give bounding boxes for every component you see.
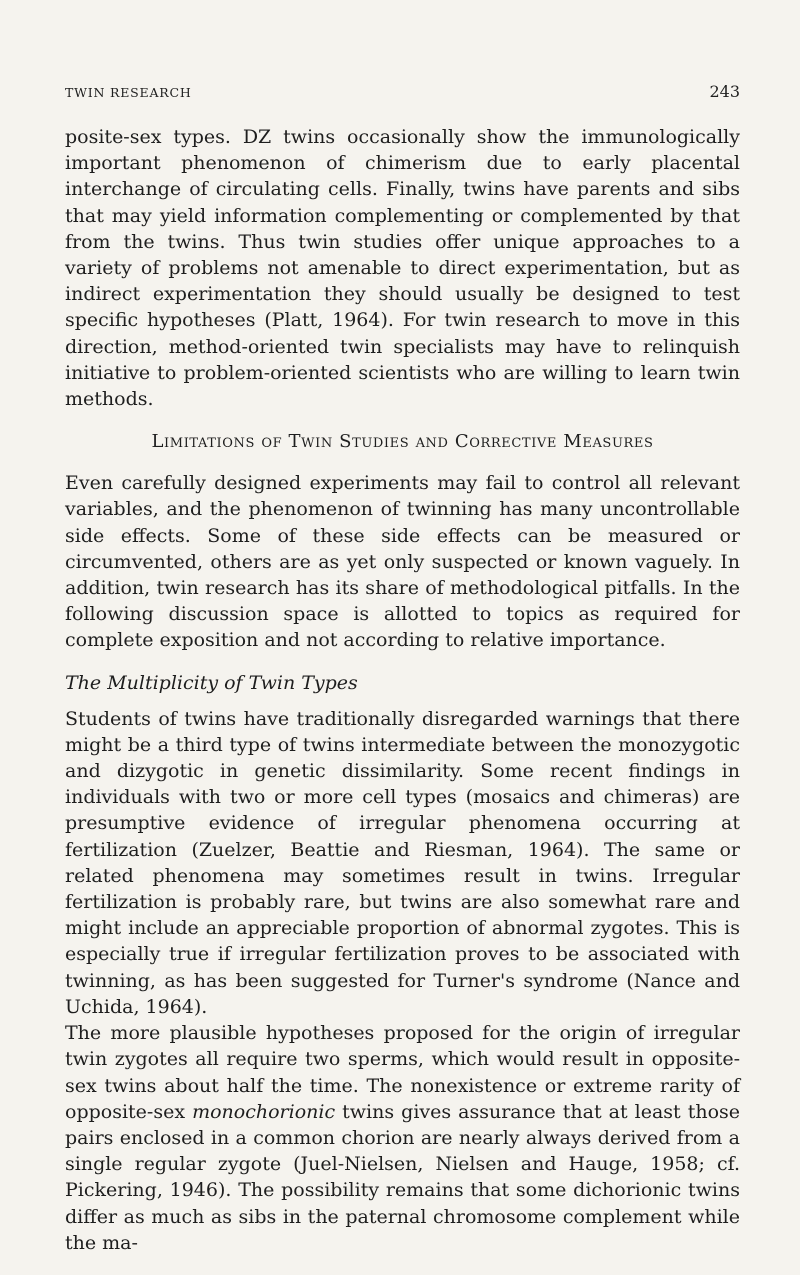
paragraph-limitations: Even carefully designed experiments may fail to control all relevant variables, and the phenomenon of twinning has many uncontrollable side effects. Some of these side effects can be measured or circumvented, others are as yet only suspected or known vaguely. In addition, twin research has its share of methodological pitfalls. In the following discussion space is allotted to topics as required for complete exposition and not according to relative importance. (65, 472, 740, 652)
subsection-heading: The Multiplicity of Twin Types (65, 671, 358, 694)
paragraph-hypotheses-part-1: The more plausible hypotheses proposed for the origin of irregular twin zygotes all require two sperms, which would result in opposite-sex twins about half the time. The nonexistence or extreme rarity of opposite-sex (65, 1022, 740, 1123)
running-title: TWIN RESEARCH (65, 85, 192, 100)
emphasis-monochorionic: monochorionic (192, 1100, 336, 1123)
paragraph-hypotheses (65, 1020, 740, 1256)
book-page (65, 82, 740, 1256)
section-heading: Limitations of Twin Studies and Corrective Measures (151, 431, 654, 453)
page-number: 243 (709, 82, 740, 101)
paragraph-twin-types: Students of twins have traditionally disregarded warnings that there might be a third type of twins intermediate between the monozygotic and dizygotic in genetic dissimilarity. Some recent findings in individuals with two or more cell types (mosaics and chimeras) are presumptive evidence of irregular phenomena occurring at fertilization (Zuelzer, Beattie and Riesman, 1964). The same or related phenomena may sometimes result in twins. Irregular fertilization is probably rare, but twins are also somewhat rare and might include an appreciable proportion of abnormal zygotes. This is especially true if irregular fertilization proves to be associated with twinning, as has been suggested for Turner's syndrome (Nance and Uchida, 1964). (65, 707, 740, 1018)
body-text (65, 124, 740, 1256)
paragraph-hypotheses-part-2: twins gives assurance that at least those pairs enclosed in a common chorion are nearly always derived from a single regular zygote (Juel-Nielsen, Nielsen and Hauge, 1958; cf. Pickering, 1946). The possibility remains that some dichorionic twins differ as much as sibs in the paternal chromosome complement while the ma- (65, 1100, 741, 1254)
paragraph-continuation: posite-sex types. DZ twins occasionally show the immunologically important phenomenon of chimerism due to early placental interchange of circulating cells. Finally, twins have parents and sibs that may yield information complementing or complemented by that from the twins. Thus twin studies offer unique approaches to a variety of problems not amenable to direct experimentation, but as indirect experimentation they should usually be designed to test specific hypotheses (Platt, 1964). For twin research to move in this direction, method-oriented twin specialists may have to relinquish initiative to problem-oriented scientists who are willing to learn twin methods. (65, 126, 740, 411)
running-head (65, 82, 740, 102)
